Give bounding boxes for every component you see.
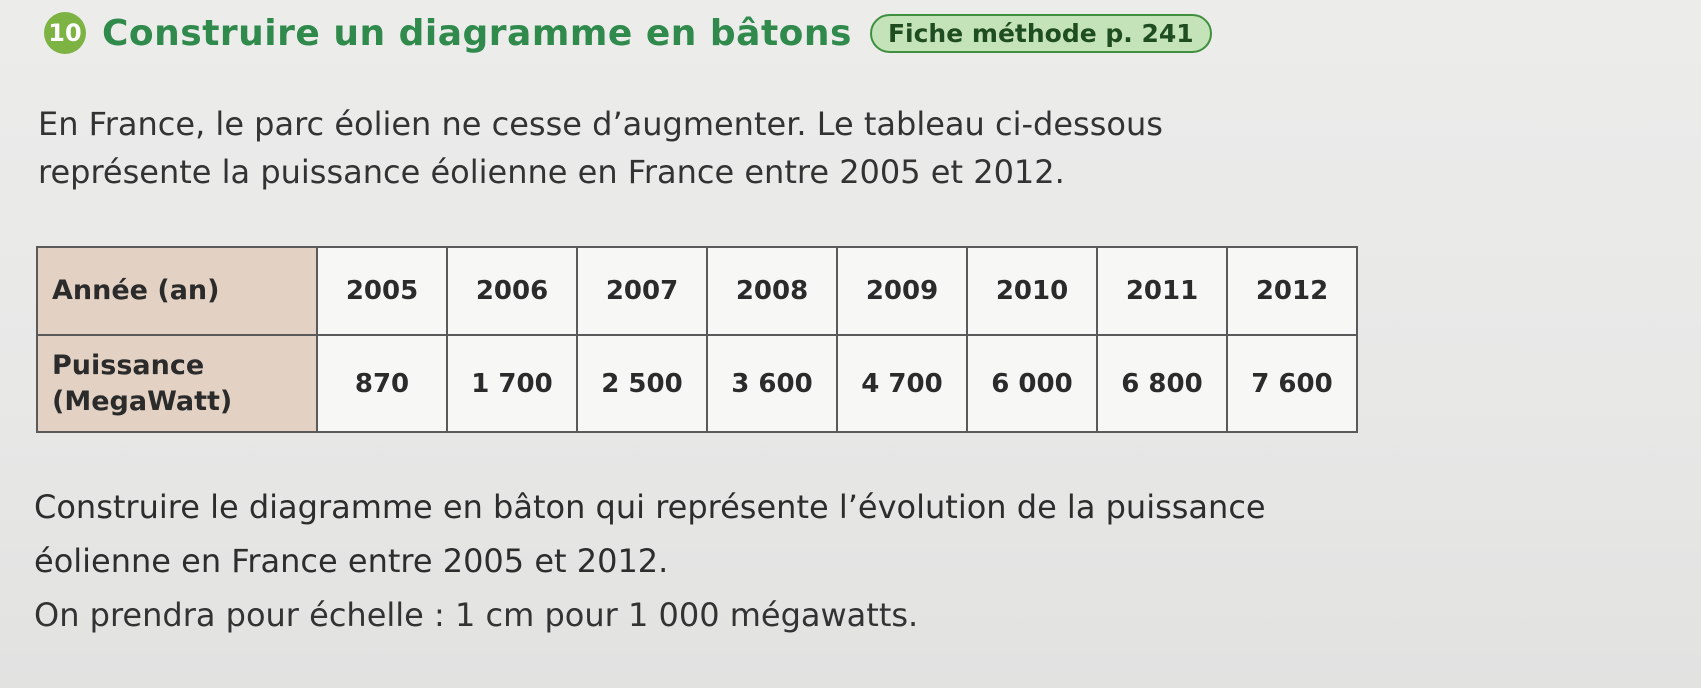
power-cell: 6 800: [1097, 335, 1227, 432]
power-cell: 6 000: [967, 335, 1097, 432]
power-cell: 7 600: [1227, 335, 1357, 432]
power-cell: 1 700: [447, 335, 577, 432]
year-cell: 2010: [967, 247, 1097, 335]
exercise-header: [44, 12, 1212, 54]
table-row-power: [37, 335, 1357, 432]
year-cell: 2006: [447, 247, 577, 335]
year-cell: 2008: [707, 247, 837, 335]
year-row-header: Année (an): [37, 247, 317, 335]
table-row-years: [37, 247, 1357, 335]
year-cell: 2012: [1227, 247, 1357, 335]
intro-line: En France, le parc éolien ne cesse d’augmenter. Le tableau ci-dessous: [38, 105, 1163, 143]
exercise-number-badge: 10: [44, 12, 86, 54]
intro-line: représente la puissance éolienne en France entre 2005 et 2012.: [38, 153, 1065, 191]
power-cell: 3 600: [707, 335, 837, 432]
instructions-text: [34, 480, 1654, 642]
instruction-line: Construire le diagramme en bâton qui représente l’évolution de la puissance: [34, 488, 1266, 526]
power-cell: 2 500: [577, 335, 707, 432]
method-reference-badge[interactable]: Fiche méthode p. 241: [870, 14, 1212, 53]
wind-power-table: [36, 246, 1358, 433]
year-cell: 2009: [837, 247, 967, 335]
power-cell: 870: [317, 335, 447, 432]
instruction-line: éolienne en France entre 2005 et 2012.: [34, 542, 669, 580]
year-cell: 2007: [577, 247, 707, 335]
power-header-line: (MegaWatt): [52, 385, 233, 417]
power-cell: 4 700: [837, 335, 967, 432]
year-cell: 2005: [317, 247, 447, 335]
exercise-title: Construire un diagramme en bâtons: [102, 12, 852, 54]
year-cell: 2011: [1097, 247, 1227, 335]
power-header-line: Puissance: [52, 349, 205, 381]
power-row-header: [37, 335, 317, 432]
intro-text: [38, 100, 1478, 196]
scale-instruction: On prendra pour échelle : 1 cm pour 1 000 mégawatts.: [34, 596, 919, 634]
